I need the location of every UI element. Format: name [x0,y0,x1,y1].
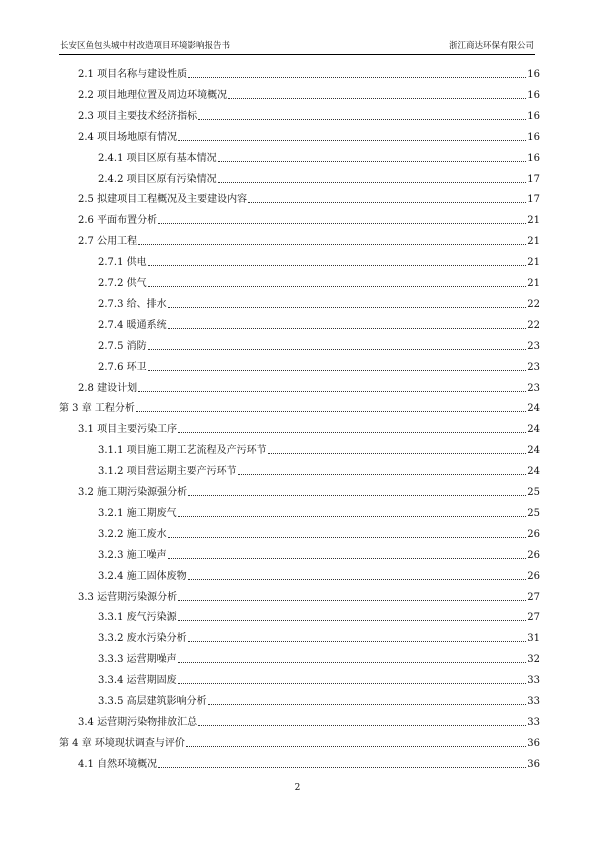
toc-entry[interactable] [0,542,595,562]
toc-dot-leader [148,286,527,287]
toc-dot-leader [188,579,527,580]
toc-dot-leader [218,182,527,183]
toc-entry-label: 3.1.2 项目营运期主要产污环节 [98,466,237,478]
toc-entry-page: 36 [527,758,540,770]
toc-dot-leader [178,600,526,601]
toc-entry-label: 2.7.2 供气 [98,278,147,289]
toc-entry-page: 36 [527,737,540,749]
toc-entry-label: 2.5 拟建项目工程概况及主要建设内容 [78,194,248,206]
toc-dot-leader [178,662,527,663]
toc-dot-leader [168,307,527,308]
toc-entry-label: 2.7.6 环卫 [98,361,147,373]
toc-entry[interactable] [0,228,595,248]
toc-entry[interactable] [0,458,595,478]
toc-dot-leader [178,516,527,517]
toc-entry-label: 2.4.1 项目区原有基本情况 [98,152,217,164]
toc-entry-page: 24 [527,403,540,415]
toc-entry[interactable] [0,291,595,311]
toc-dot-leader [178,140,526,141]
toc-dot-leader [178,432,526,433]
toc-entry-page: 25 [527,487,540,498]
toc-entry[interactable] [0,270,595,290]
toc-entry-label: 3.3.4 运营期固废 [98,675,177,687]
toc-dot-leader [148,349,527,350]
toc-entry-page: 16 [527,69,540,80]
toc-entry[interactable] [0,646,595,666]
toc-entry[interactable] [0,563,595,583]
toc-dot-leader [238,474,527,475]
toc-entry[interactable] [0,124,595,144]
toc-entry[interactable] [0,354,595,374]
toc-entry-label: 2.2 项目地理位置及周边环境概况 [78,89,228,101]
toc-entry-page: 26 [527,549,540,561]
toc-entry-page: 24 [527,445,540,457]
toc-dot-leader [178,620,527,621]
toc-entry-page: 21 [527,257,540,269]
toc-entry-page: 21 [527,236,540,248]
toc-entry-label: 2.7 公用工程 [78,236,138,248]
page-header [59,40,535,55]
toc-entry-page: 27 [527,612,540,624]
toc-dot-leader [188,77,526,78]
toc-entry-label: 3.4 运营期污染物排放汇总 [78,716,198,728]
toc-entry-page: 16 [527,131,540,143]
toc-entry-label: 2.4.2 项目区原有污染情况 [98,173,217,185]
toc-dot-leader [208,704,527,705]
header-company-name: 浙江商达环保有限公司 [448,41,534,51]
toc-dot-leader [228,98,526,99]
header-report-title: 长安区鱼包头城中村改造项目环境影响报告书 [60,41,231,51]
toc-entry[interactable] [0,61,595,81]
toc-dot-leader [218,161,527,162]
toc-entry[interactable] [0,375,595,395]
toc-entry-page: 22 [527,319,540,331]
toc-entry[interactable] [0,186,595,206]
toc-entry-label: 3.3.5 高层建筑影响分析 [98,696,207,707]
toc-entry-label: 3.3 运营期污染源分析 [78,591,178,603]
toc-entry-page: 24 [527,424,540,436]
toc-entry-label: 2.3 项目主要技术经济指标 [78,110,198,122]
toc-entry[interactable] [0,416,595,436]
toc-entry-label: 2.6 平面布置分析 [78,215,158,227]
toc-entry-page: 27 [527,591,540,603]
toc-dot-leader [158,223,526,224]
toc-entry-page: 23 [527,340,540,352]
toc-dot-leader [148,370,527,371]
toc-entry-label: 3.1.1 项目施工期工艺流程及产污环节 [98,445,267,457]
toc-dot-leader [198,725,526,726]
toc-entry-label: 3.3.2 废水污染分析 [98,633,187,645]
toc-entry-page: 16 [527,89,540,101]
toc-entry-label: 4.1 自然环境概况 [78,758,158,770]
toc-dot-leader [158,767,526,768]
toc-entry-label: 3.2.4 施工固体废物 [98,570,187,582]
toc-entry-label: 2.7.4 暖通系统 [98,319,167,331]
toc-entry-page: 17 [527,194,540,206]
toc-entry[interactable] [0,521,595,541]
toc-entry-page: 26 [527,528,540,540]
toc-dot-leader [188,495,526,496]
toc-dot-leader [138,244,526,245]
toc-entry[interactable] [0,207,595,227]
toc-entry-label: 3.2.3 施工噪声 [98,549,167,561]
toc-entry[interactable] [0,333,595,353]
toc-entry[interactable] [0,500,595,520]
toc-dot-leader [186,746,526,747]
toc-entry[interactable] [0,395,595,415]
toc-entry[interactable] [0,82,595,102]
toc-entry[interactable] [0,751,595,771]
toc-entry-page: 23 [527,382,540,394]
page-number: 2 [294,783,301,793]
toc-entry[interactable] [0,103,595,123]
toc-dot-leader [178,683,527,684]
toc-entry[interactable] [0,688,595,708]
toc-entry[interactable] [0,249,595,269]
toc-entry[interactable] [0,437,595,457]
toc-entry-page: 31 [527,633,540,645]
toc-entry-page: 33 [527,696,540,707]
toc-entry-label: 第 4 章 环境现状调查与评价 [59,737,185,749]
toc-entry-page: 32 [527,654,540,666]
toc-entry[interactable] [0,479,595,499]
toc-entry-page: 23 [527,361,540,373]
toc-dot-leader [198,119,526,120]
toc-entry[interactable] [0,166,595,186]
toc-entry-label: 2.7.1 供电 [98,257,147,269]
toc-entry-page: 17 [527,173,540,185]
toc-entry-page: 16 [527,152,540,164]
toc-entry-label: 2.8 建设计划 [78,382,138,394]
toc-entry-page: 25 [527,507,540,519]
toc-entry-label: 2.7.3 给、排水 [98,298,167,310]
toc-entry-label: 3.3.3 运营期噪声 [98,654,177,666]
toc-entry-label: 2.7.5 消防 [98,340,147,352]
toc-entry[interactable] [0,667,595,687]
toc-entry-label: 3.2 施工期污染源强分析 [78,487,188,498]
toc-entry-page: 22 [527,298,540,310]
toc-entry-label: 3.1 项目主要污染工序 [78,424,178,436]
toc-entry[interactable] [0,625,595,645]
toc-entry-label: 第 3 章 工程分析 [59,403,135,415]
toc-dot-leader [168,537,527,538]
toc-entry[interactable] [0,584,595,604]
toc-dot-leader [168,328,527,329]
toc-entry-page: 26 [527,570,540,582]
toc-dot-leader [268,453,527,454]
toc-entry-page: 21 [527,215,540,227]
toc-entry-label: 2.4 项目场地原有情况 [78,131,178,143]
toc-dot-leader [136,411,526,412]
toc-entry-label: 3.2.1 施工期废气 [98,507,177,519]
toc-dot-leader [248,202,526,203]
toc-dot-leader [138,391,526,392]
toc-entry-label: 3.2.2 施工废水 [98,528,167,540]
toc-entry-page: 33 [527,716,540,728]
toc-dot-leader [148,265,527,266]
toc-entry-label: 2.1 项目名称与建设性质 [78,69,188,80]
toc-entry[interactable] [0,604,595,624]
toc-entry-label: 3.3.1 废气污染源 [98,612,177,624]
toc-entry-page: 33 [527,675,540,687]
toc-entry-page: 24 [527,466,540,478]
toc-entry[interactable] [0,730,595,750]
toc-entry[interactable] [0,145,595,165]
toc-dot-leader [168,558,527,559]
toc-entry-page: 21 [527,278,540,289]
toc-entry[interactable] [0,709,595,729]
toc-entry[interactable] [0,312,595,332]
toc-dot-leader [188,641,527,642]
toc-entry-page: 16 [527,110,540,122]
